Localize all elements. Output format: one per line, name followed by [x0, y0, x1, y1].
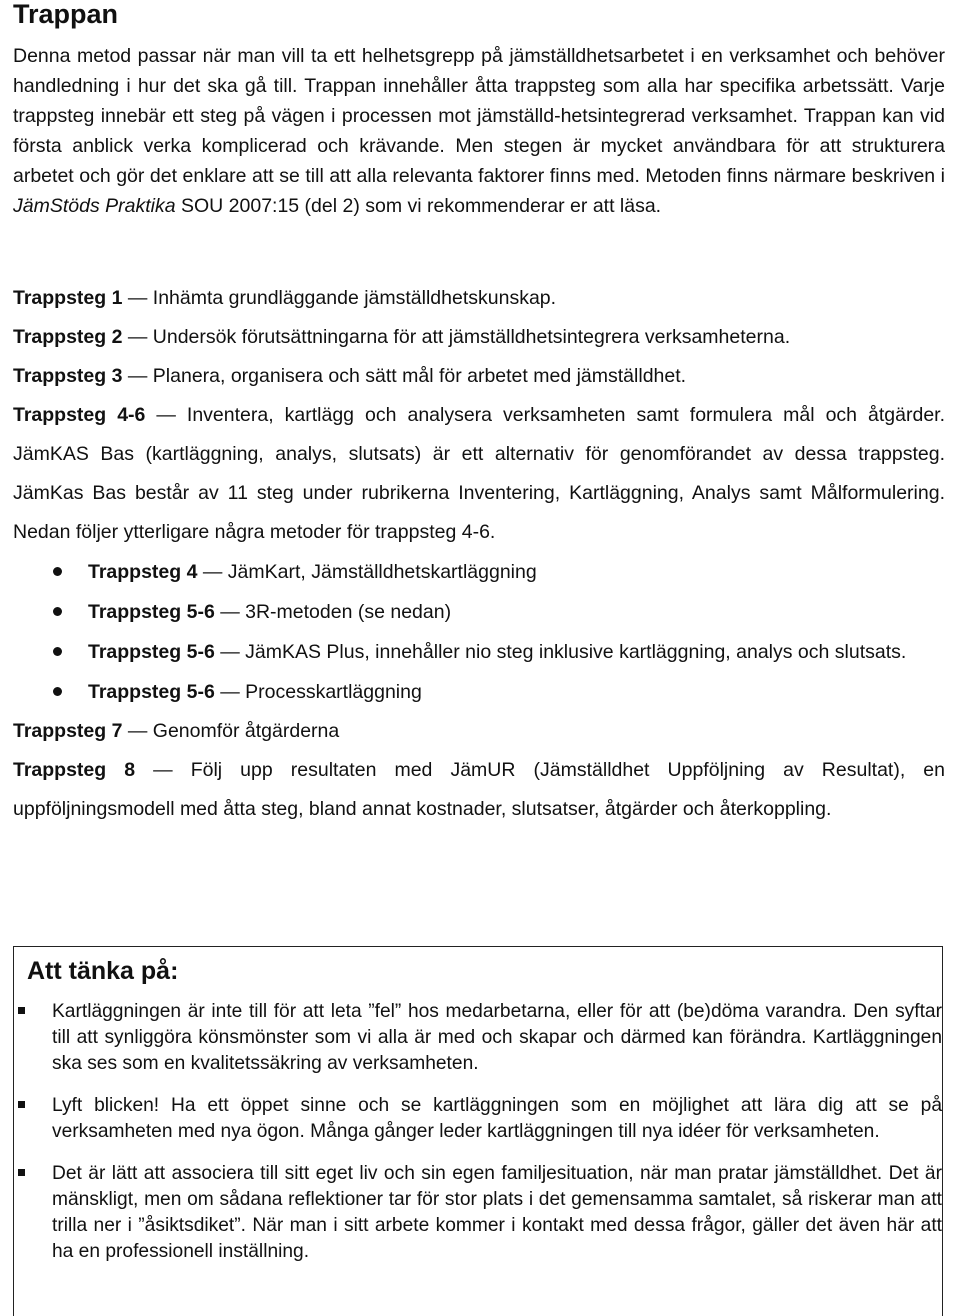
step-text: — 3R-metoden (se nedan) — [214, 601, 452, 623]
think-about-box — [13, 946, 943, 1316]
step-8 — [13, 751, 945, 829]
list-item — [13, 552, 945, 592]
list-item — [13, 672, 945, 712]
intro-paragraph — [13, 41, 945, 221]
step-1 — [13, 279, 945, 318]
step-label: Trappsteg 5-6 — [88, 681, 215, 703]
step-4-6 — [13, 396, 945, 552]
intro-text-2: SOU 2007:15 (del 2) som vi rekommenderar er att läsa. — [175, 195, 662, 217]
intro-text-1: Denna metod passar när man vill ta ett helhetsgrepp på jämställdhetsarbetet i en verksamhet och behöver handledning i hur det ska gå till. Trappan innehåller åtta trappsteg som alla har specifika arbetssätt. Varje trappsteg innebär ett steg på vägen i processen mot jämställd-hetsintegrerad verksamhet. Trappan kan vid första anblick verka komplicerad och krävande. Men stegen är mycket användbara för att strukturera arbetet och gör det enklare att se till att alla relevanta faktorer finns med. Metoden finns närmare beskriven i — [13, 45, 945, 187]
bullet-icon — [53, 607, 62, 616]
step-3 — [13, 357, 945, 396]
list-item — [13, 592, 945, 632]
step-label: Trappsteg 7 — [13, 720, 123, 742]
step-text: — JämKAS Plus, innehåller nio steg inklusive kartläggning, analys och slutsats. — [214, 641, 907, 663]
think-list — [14, 999, 944, 1281]
step-label: Trappsteg 1 — [13, 287, 123, 309]
step-7 — [13, 712, 945, 751]
steps-section — [13, 279, 945, 829]
step-label: Trappsteg 2 — [13, 326, 123, 348]
step-text: — JämKart, Jämställdhetskartläggning — [197, 561, 537, 583]
square-bullet-icon — [18, 1007, 25, 1014]
step-text: — Följ upp resultaten med JämUR (Jämställdhet Uppföljning av Resultat), en uppföljningsmodell med åtta steg, bland annat kostnader, slutsatser, åtgärder och återkoppling. — [13, 759, 945, 820]
page-title: Trappan — [13, 0, 119, 29]
think-text: Lyft blicken! Ha ett öppet sinne och se kartläggningen som en möjlighet att lära dig att se på verksamheten med nya ögon. Många gånger leder kartläggningen till nya idéer för verksamheten. — [52, 1095, 942, 1142]
bullet-icon — [53, 687, 62, 696]
step-text: — Processkartläggning — [214, 681, 422, 703]
square-bullet-icon — [18, 1169, 25, 1176]
step-label: Trappsteg 5-6 — [88, 601, 215, 623]
think-text: Kartläggningen är inte till för att leta ”fel” hos medarbetarna, eller för att (be)döma varandra. Den syftar till att synliggöra könsmönster som vi alla är med och skapar och därmed kan förändra. Kartläggningen ska ses som en kvalitetssäkring av verksamheten. — [52, 1001, 942, 1074]
step-text: — Inhämta grundläggande jämställdhetskunskap. — [122, 287, 557, 309]
step-text: — Genomför åtgärderna — [122, 720, 340, 742]
square-bullet-icon — [18, 1101, 25, 1108]
step-text: — Inventera, kartlägg och analysera verksamheten samt formulera mål och åtgärder. JämKAS Bas (kartläggning, analys, slutsats) är ett alternativ för genomförandet av dessa trappsteg. JämKas Bas består av 11 steg under rubrikerna Inventering, Kartläggning, Analys samt Målformulering. Nedan följer ytterligare några metoder för trappsteg 4-6. — [13, 404, 945, 543]
list-item — [13, 632, 945, 672]
list-item — [14, 999, 942, 1077]
step-label: Trappsteg 5-6 — [88, 641, 215, 663]
think-text: Det är lätt att associera till sitt eget liv och sin egen familjesituation, när man pratar jämställdhet. Det är mänskligt, men om sådana reflektioner tar för stor plats i det gemensamma samtalet, så riskerar man att trilla ner i ”åsiktsdiket”. När man i sitt arbete kommer i kontakt med dessa frågor, gäller det även här att ha en professionell inställning. — [52, 1163, 942, 1262]
list-item — [14, 1093, 942, 1145]
step-2 — [13, 318, 945, 357]
step-label: Trappsteg 4-6 — [13, 404, 146, 426]
method-list — [13, 552, 945, 712]
step-label: Trappsteg 4 — [88, 561, 198, 583]
bullet-icon — [53, 567, 62, 576]
step-text: — Planera, organisera och sätt mål för arbetet med jämställdhet. — [122, 365, 687, 387]
step-text: — Undersök förutsättningarna för att jämställdhetsintegrera verksamheterna. — [122, 326, 791, 348]
step-label: Trappsteg 3 — [13, 365, 123, 387]
bullet-icon — [53, 647, 62, 656]
step-label: Trappsteg 8 — [13, 759, 136, 781]
list-item — [14, 1161, 942, 1265]
intro-reference: JämStöds Praktika — [13, 195, 176, 217]
think-heading: Att tänka på: — [27, 957, 179, 985]
